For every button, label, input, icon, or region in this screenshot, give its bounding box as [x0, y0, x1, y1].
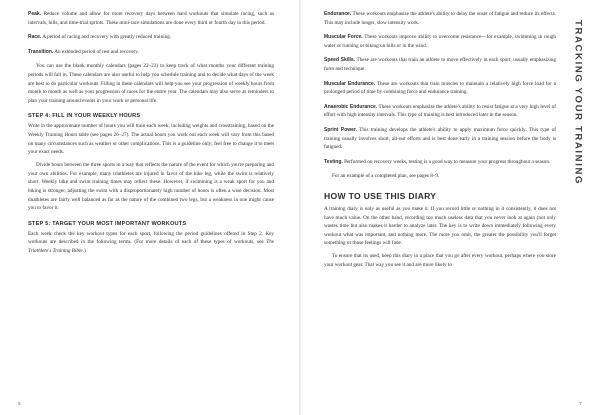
calendar-paragraph: You can use the blank monthly calendars (pages 22–23) to keep track of what months your different training periods will fall in. These calendars are also useful to help you schedule training and to decide what days of the week are best to do particular workouts. Filling in these calendars will help you see your progression of weekly hours from month to month as well as your progression of races for the entire year. The calendars may also serve as reminders to plan your training around events in your work or personal life.	[28, 63, 274, 104]
definition-sprint-power	[324, 126, 556, 152]
howto-paragraph: To ensure that its used, keep this diary in a place that you go after every workout, perhaps where you store your workout gear. That way you see it and are more likely to	[324, 253, 556, 268]
definition-text: Reduce volume and allow for more recovery days between hard workouts that simulate racing, such as intervals, hills, and time-trial sprints. These mini-race simulations are done every third or fourth day in this period.	[28, 11, 274, 26]
term-label: Sprint Power.	[324, 126, 357, 133]
definition-text: These workouts emphasize the athlete's ability to delay the onset of fatigue and reduce its effects. This may include longer, slow intensity work.	[324, 11, 557, 26]
book-citation: The Triathlete's Training Bible	[28, 239, 274, 254]
definition-anaerobic-endurance	[324, 103, 556, 120]
definition-text: These workouts emphasize the athlete's ability to resist fatigue at a very high level of effort with high intensity intervals. This type of training is best introduced later in the season.	[324, 103, 557, 119]
step-4-paragraph: Write in the approximate number of hours you will train each week, including weights and crosstraining, based on the Weekly Training Hours table (see pages 26–27). The actual hours you work out each week will vary from this based on many circumstances such as weather or other complications. This is a guideline only; feel free to change it to meet your exact needs.	[28, 123, 274, 156]
section-heading: HOW TO USE THIS DIARY	[324, 190, 437, 201]
definition-muscular-endurance	[324, 80, 556, 97]
term-label: Testing.	[324, 158, 343, 165]
term-label: Transition.	[28, 48, 54, 55]
definition-text: This training develops the athlete's ability to apply maximum force quickly. This type of training usually involves short, all-out efforts and is best done early in a training session before the body is fatigued.	[324, 126, 556, 151]
term-label: Anaerobic Endurance.	[324, 103, 378, 110]
chapter-title: TRACKING YOUR TRAINING	[572, 20, 584, 186]
step-5-paragraph	[28, 230, 274, 256]
term-label: Muscular Force.	[324, 34, 363, 41]
term-label: Muscular Endurance.	[324, 80, 376, 87]
definition-text: These workouts improve ability to overcome resistance—for example, swimming in rough water or running or biking on hills or in the wind.	[324, 34, 557, 49]
step-5-heading: STEP 5: TARGET YOUR MOST IMPORTANT WORKOUTS	[28, 220, 187, 227]
definition-testing	[324, 158, 556, 167]
right-page	[300, 0, 600, 415]
step-4-heading: STEP 4: FILL IN YOUR WEEKLY HOURS	[28, 113, 141, 120]
step-5-text-end: .)	[82, 247, 86, 254]
definition-text: An extended period of rest and recovery.	[54, 48, 139, 55]
definition-text: Performed on recovery weeks, testing is a good way to measure your progress throughout a season.	[344, 158, 551, 165]
left-text-column	[28, 10, 274, 260]
definition-text: A period of racing and recovery with greatly reduced training.	[42, 34, 172, 41]
definition-peak	[28, 10, 274, 27]
term-label: Peak.	[28, 11, 42, 17]
term-label: Race.	[28, 34, 42, 41]
chapter-side-tab	[558, 10, 598, 196]
page-number: 7	[579, 401, 582, 406]
step-5-text: Each week check the key workout types for each sport, following the period guidelines offered in Step 2. Key workouts are described in the following terms. (For more details of each of these types of workouts, see	[28, 230, 274, 246]
howto-paragraph: A training diary is only as useful as you make it. If you record little or nothing in it consistently, it does not have much value. On the other hand, recording too much useless data that you never look at again (not only wastes time but also makes it harder to analyze later. The key is to write down immediately following every workout what was important, and nothing more. The more you omit, the greater the possibility you'll forget something or those feelings will fade.	[324, 205, 556, 247]
term-label: Endurance.	[324, 11, 352, 17]
definition-muscular-force	[324, 33, 556, 50]
right-text-column	[324, 10, 556, 274]
definition-endurance	[324, 10, 556, 27]
definition-transition	[28, 48, 274, 57]
definition-race	[28, 33, 274, 42]
definition-text: These are workouts that train muscles to maintain a relatively high force load for a prolonged period of time by combining force and endurance training.	[324, 80, 557, 96]
page-number: 5	[18, 401, 21, 406]
step-4-paragraph: Divide hours between the three sports in a way that reflects the nature of the event for which you're preparing and your own abilities. For example, many triathletes are injured in favor of the bike leg, while the swim is relatively short. Weekly bike and swim training times may reflect these. However, if swimming is a weak sport for you and biking is stronger, adjusting the swim with a disproportionately high number of hours is often a wise decision. Most duathletes are fairly well balanced as far as the nature of the combined two legs, but a weakness in one might cause you to favor it.	[28, 162, 274, 212]
term-label: Speed Skills.	[324, 57, 356, 64]
definition-speed-skills	[324, 56, 556, 73]
definition-text: These are workouts that train an athlete to move effectively in each sport, usually emphasizing form and technique.	[324, 57, 556, 72]
sample-plan-reference: For an example of a completed plan, see pages 8–9.	[332, 173, 440, 180]
